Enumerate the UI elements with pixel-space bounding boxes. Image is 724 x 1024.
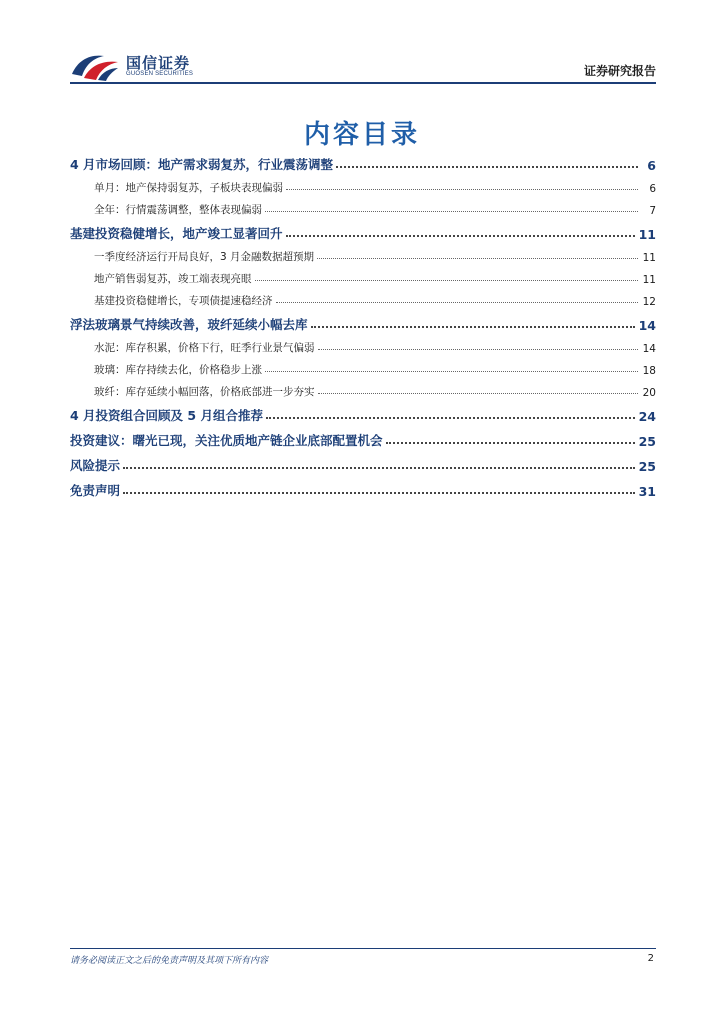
toc-entry-title: 投资建议：曙光已现，关注优质地产链企业底部配置机会 — [70, 433, 383, 448]
toc-subsection-entry[interactable] — [70, 173, 656, 195]
toc-entry-title: 基建投资稳健增长，地产竣工显著回升 — [70, 226, 283, 241]
footer-disclaimer: 请务必阅读正文之后的免责声明及其项下所有内容 — [70, 956, 269, 966]
toc-entry-title: 浮法玻璃景气持续改善，玻纤延续小幅去库 — [70, 317, 308, 332]
toc-entry-page: 25 — [638, 459, 656, 474]
toc-entry-page: 12 — [642, 296, 656, 308]
toc-section-entry[interactable] — [70, 220, 656, 242]
page-header — [0, 0, 724, 90]
toc-subsection-entry[interactable] — [70, 286, 656, 308]
toc-dot-leader — [265, 210, 638, 212]
toc-entry-title: 玻纤：库存延续小幅回落，价格底部进一步夯实 — [94, 386, 315, 398]
toc-dot-leader — [386, 441, 635, 444]
toc-dot-leader — [318, 348, 639, 350]
guosen-logo-mark-icon — [70, 50, 120, 82]
footer-divider — [70, 948, 656, 949]
toc-entry-page: 6 — [649, 183, 656, 195]
toc-section-entry[interactable] — [70, 452, 656, 474]
toc-entry-page: 7 — [649, 205, 656, 217]
toc-dot-leader — [286, 234, 635, 237]
toc-entry-title: 水泥：库存积累，价格下行，旺季行业景气偏弱 — [94, 342, 315, 354]
header-divider — [70, 82, 656, 84]
toc-subsection-entry[interactable] — [70, 264, 656, 286]
toc-entry-page: 11 — [638, 227, 656, 242]
toc-entry-page: 11 — [642, 252, 656, 264]
toc-entry-page: 6 — [647, 158, 656, 173]
toc-entry-page: 25 — [638, 434, 656, 449]
table-of-contents — [70, 151, 656, 499]
toc-entry-title: 4 月投资组合回顾及 5 月组合推荐 — [70, 408, 263, 423]
toc-subsection-entry[interactable] — [70, 355, 656, 377]
toc-entry-title: 一季度经济运行开局良好，3 月金融数据超预期 — [94, 251, 315, 263]
toc-entry-page: 31 — [638, 484, 656, 499]
toc-entry-title: 玻璃：库存持续去化，价格稳步上涨 — [94, 364, 262, 376]
toc-section-entry[interactable] — [70, 402, 656, 424]
toc-entry-page: 20 — [642, 387, 656, 399]
toc-dot-leader — [265, 370, 638, 372]
toc-subsection-entry[interactable] — [70, 242, 656, 264]
report-type-label: 证券研究报告 — [583, 64, 656, 78]
toc-subsection-entry[interactable] — [70, 333, 656, 355]
toc-entry-title: 免责声明 — [70, 483, 121, 498]
toc-dot-leader — [336, 165, 638, 168]
toc-subsection-entry[interactable] — [70, 377, 656, 399]
logo-chinese-name: 国信证券 — [126, 54, 191, 72]
toc-dot-leader — [123, 491, 635, 494]
page-number: 2 — [647, 953, 654, 964]
toc-subsection-entry[interactable] — [70, 195, 656, 217]
toc-section-entry[interactable] — [70, 477, 656, 499]
toc-entry-page: 24 — [638, 409, 656, 424]
toc-entry-page: 14 — [638, 318, 656, 333]
toc-entry-title: 单月：地产保持弱复苏，子板块表现偏弱 — [94, 182, 283, 194]
toc-dot-leader — [276, 301, 639, 303]
toc-section-entry[interactable] — [70, 427, 656, 449]
toc-entry-title: 4 月市场回顾：地产需求弱复苏，行业震荡调整 — [70, 157, 334, 172]
toc-entry-page: 18 — [642, 365, 656, 377]
guosen-logo — [70, 50, 200, 82]
toc-entry-title: 风险提示 — [70, 458, 121, 473]
toc-entry-title: 全年：行情震荡调整，整体表现偏弱 — [94, 204, 262, 216]
toc-title: 内容目录 — [303, 120, 420, 150]
toc-entry-page: 14 — [642, 343, 656, 355]
toc-section-entry[interactable] — [70, 151, 656, 173]
toc-entry-page: 11 — [642, 274, 656, 286]
toc-dot-leader — [123, 466, 635, 469]
toc-dot-leader — [318, 392, 639, 394]
toc-dot-leader — [311, 325, 635, 328]
toc-dot-leader — [255, 279, 639, 281]
toc-dot-leader — [266, 416, 635, 419]
logo-english-name: GUOSEN SECURITIES — [126, 71, 194, 77]
toc-entry-title: 基建投资稳健增长，专项债提速稳经济 — [94, 295, 273, 307]
toc-dot-leader — [317, 257, 638, 259]
toc-dot-leader — [286, 188, 638, 190]
toc-entry-title: 地产销售弱复苏，竣工端表现亮眼 — [94, 273, 252, 285]
toc-section-entry[interactable] — [70, 311, 656, 333]
